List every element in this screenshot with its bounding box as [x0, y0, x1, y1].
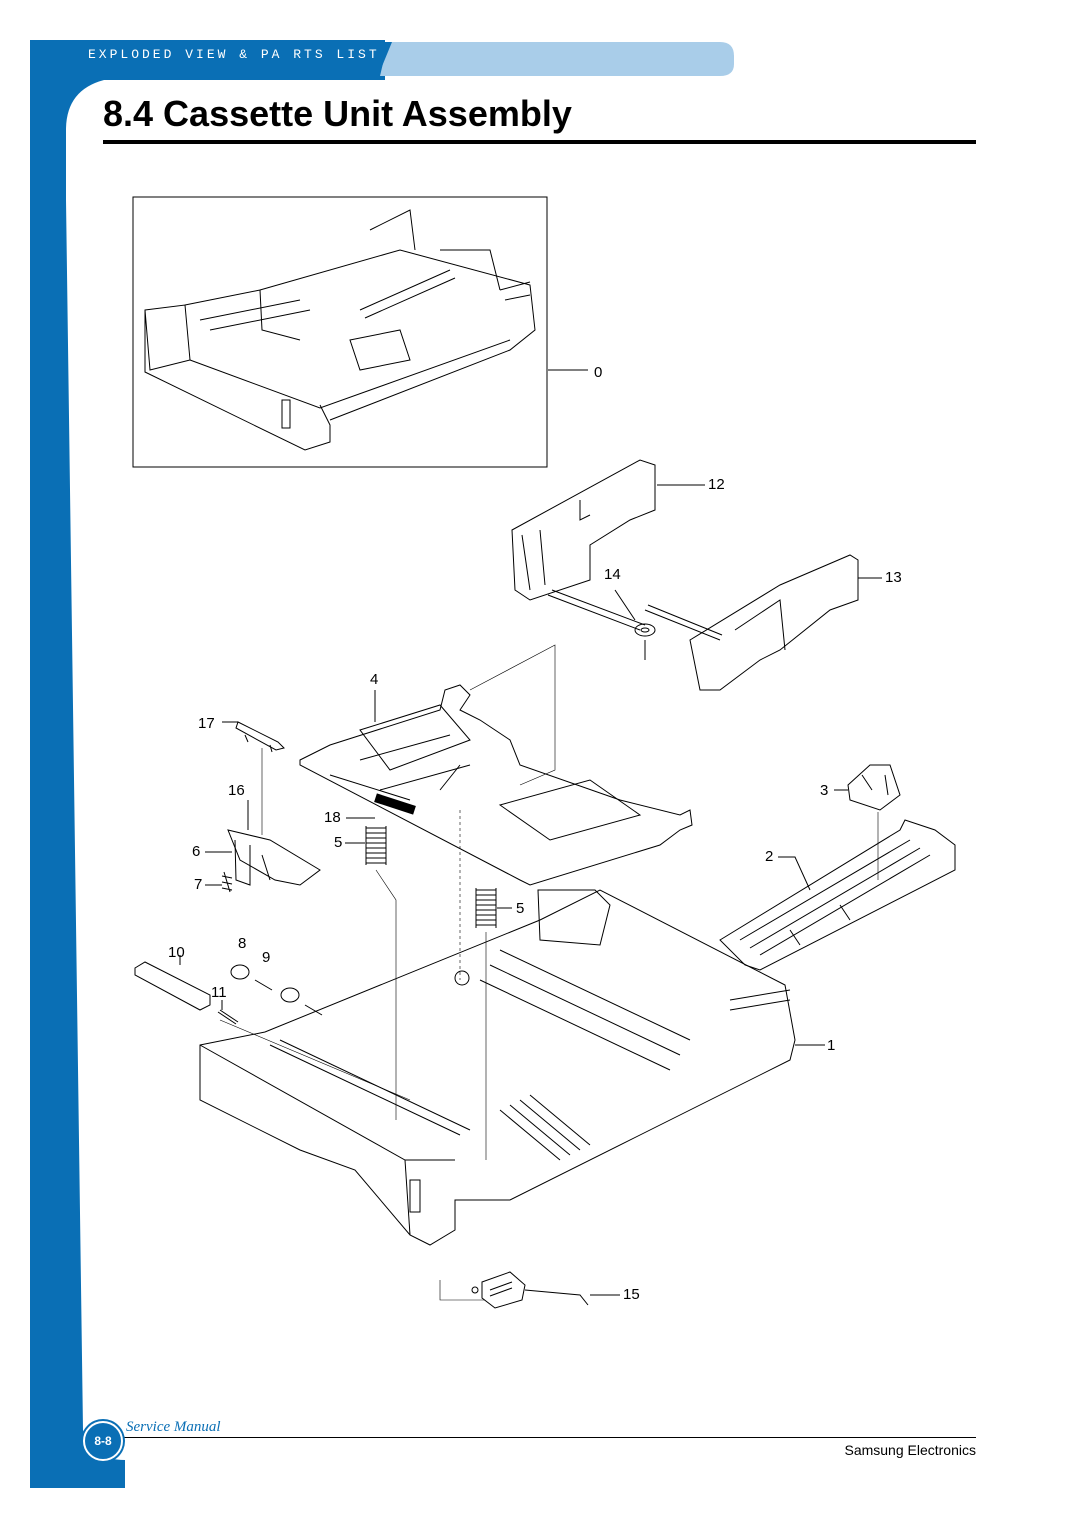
part-14-pinion-gear	[548, 590, 655, 660]
footer-company: Samsung Electronics	[844, 1442, 976, 1458]
part-12-side-guide	[512, 460, 655, 600]
part-11-spring	[218, 1010, 238, 1024]
callout-14: 14	[604, 566, 621, 583]
callout-11: 11	[211, 984, 227, 1001]
footer-manual-title: Service Manual	[126, 1419, 221, 1435]
guide-line-4	[470, 645, 555, 785]
part-7-spring	[222, 872, 232, 892]
callout-9: 9	[262, 949, 271, 966]
callout-12: 12	[708, 476, 725, 493]
part-13-side-guide-rack	[645, 555, 858, 690]
callout-17: 17	[198, 715, 215, 732]
leader-2	[778, 857, 810, 890]
guide-line-5a	[376, 870, 396, 1120]
page-title: 8.4 Cassette Unit Assembly	[103, 93, 572, 134]
callout-3: 3	[820, 782, 829, 799]
part-17-clip	[236, 722, 284, 752]
callout-8: 8	[238, 935, 247, 952]
part-4-knock-up-plate	[300, 685, 692, 885]
callout-10: 10	[168, 944, 185, 961]
callout-16: 16	[228, 782, 245, 799]
footer-rule	[120, 1437, 976, 1438]
callout-1: 1	[827, 1037, 836, 1054]
callout-5-upper: 5	[334, 834, 343, 851]
part-10-shaft	[135, 962, 210, 1010]
part-1-cassette-frame	[200, 890, 795, 1245]
callout-5-lower: 5	[516, 900, 525, 917]
part-8-roller	[231, 965, 299, 1002]
callout-6: 6	[192, 843, 201, 860]
callout-2: 2	[765, 848, 774, 865]
assembled-view-frame	[133, 197, 547, 467]
part-9-spring	[255, 980, 322, 1015]
page-number-badge: 8-8	[83, 1421, 123, 1461]
section-label: EXPLODED VIEW & PA RTS LIST	[88, 47, 380, 62]
assembled-cassette	[145, 210, 535, 450]
part-5-spring-lower	[476, 888, 496, 928]
part-18-pad	[375, 794, 416, 814]
part-15-actuator	[472, 1272, 588, 1308]
part-3-guide-clip	[848, 765, 900, 810]
callout-0: 0	[594, 364, 603, 381]
callout-18: 18	[324, 809, 341, 826]
callout-7: 7	[194, 876, 203, 893]
part-5-spring-upper	[366, 826, 386, 865]
callout-4: 4	[370, 671, 379, 688]
callout-13: 13	[885, 569, 902, 586]
part-6-bracket	[228, 830, 320, 885]
callout-15: 15	[623, 1286, 640, 1303]
part-2-guide-rail	[720, 820, 955, 970]
